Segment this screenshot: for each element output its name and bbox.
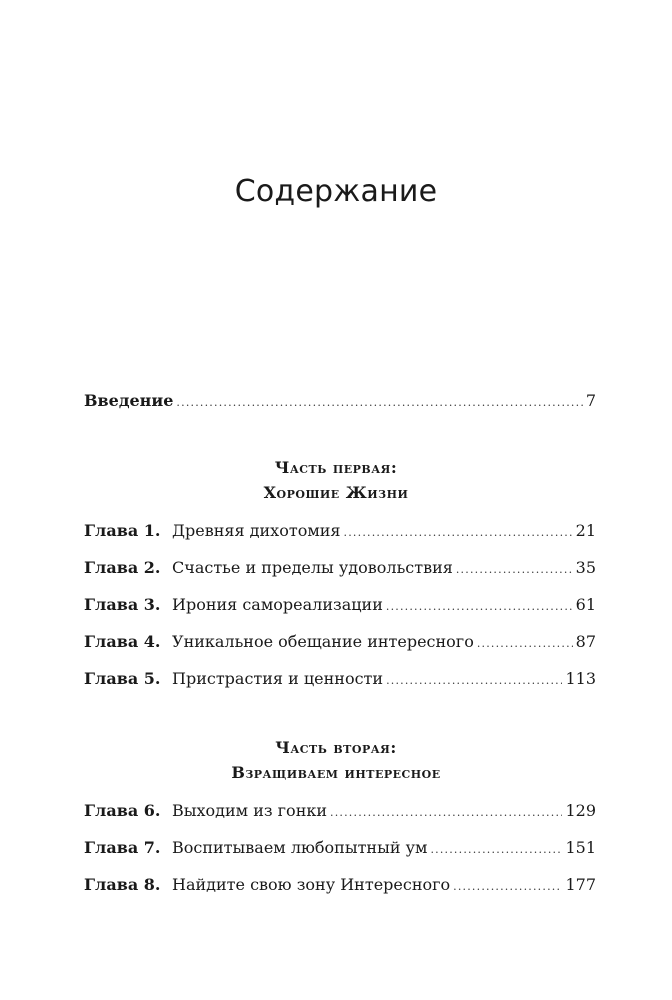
chapter-title: Счастье и пределы удовольствия bbox=[172, 558, 453, 577]
dot-leader bbox=[477, 633, 573, 655]
dot-leader bbox=[386, 596, 573, 618]
toc-entry-chapter-7[interactable] bbox=[84, 837, 596, 861]
toc-entry-chapter-2[interactable] bbox=[84, 557, 596, 581]
dot-leader bbox=[330, 802, 562, 824]
page-number: 177 bbox=[565, 875, 596, 894]
chapter-label: Глава 3. bbox=[84, 595, 161, 614]
toc-entry-chapter-4[interactable] bbox=[84, 631, 596, 655]
dot-leader bbox=[430, 839, 562, 861]
dot-leader bbox=[344, 522, 573, 544]
page-number: 21 bbox=[575, 521, 596, 540]
chapter-title: Воспитываем любопытный ум bbox=[172, 838, 428, 857]
chapter-title: Уникальное обещание интересного bbox=[172, 632, 474, 651]
dot-leader bbox=[386, 670, 562, 692]
page-number: 61 bbox=[575, 595, 596, 614]
chapter-title: Ирония самореализации bbox=[172, 595, 383, 614]
toc-entry-intro[interactable] bbox=[84, 390, 596, 414]
page-title: Содержание bbox=[234, 174, 438, 209]
chapter-title: Древняя дихотомия bbox=[172, 521, 341, 540]
chapter-title: Пристрастия и ценности bbox=[172, 669, 384, 688]
chapter-label: Глава 1. bbox=[84, 521, 161, 540]
page-number: 7 bbox=[585, 391, 596, 410]
toc-entry-chapter-3[interactable] bbox=[84, 594, 596, 618]
chapter-label: Глава 2. bbox=[84, 558, 161, 577]
toc-entry-chapter-1[interactable] bbox=[84, 520, 596, 544]
part-heading-1-line2: Хорошие Жизни bbox=[263, 483, 409, 502]
chapter-label: Глава 7. bbox=[84, 838, 161, 857]
page-number: 87 bbox=[575, 632, 596, 651]
dot-leader bbox=[176, 392, 582, 414]
toc-entry-chapter-8[interactable] bbox=[84, 874, 596, 898]
page-number: 151 bbox=[565, 838, 596, 857]
page-number: 129 bbox=[565, 801, 596, 820]
chapter-label: Глава 5. bbox=[84, 669, 161, 688]
chapter-label: Глава 4. bbox=[84, 632, 161, 651]
part-heading-2-line2: Взращиваем интересное bbox=[231, 763, 441, 782]
part-heading-2-line1: Часть вторая: bbox=[275, 738, 397, 757]
part-heading-1-line1: Часть первая: bbox=[274, 458, 398, 477]
chapter-label: Глава 6. bbox=[84, 801, 161, 820]
dot-leader bbox=[456, 559, 573, 581]
page-number: 35 bbox=[575, 558, 596, 577]
toc-entry-chapter-6[interactable] bbox=[84, 800, 596, 824]
toc-entry-chapter-5[interactable] bbox=[84, 668, 596, 692]
chapter-title: Выходим из гонки bbox=[172, 801, 328, 820]
chapter-label: Глава 8. bbox=[84, 875, 161, 894]
page-number: 113 bbox=[565, 669, 596, 688]
dot-leader bbox=[453, 876, 562, 898]
intro-label: Введение bbox=[84, 391, 174, 410]
chapter-title: Найдите свою зону Интересного bbox=[172, 875, 451, 894]
